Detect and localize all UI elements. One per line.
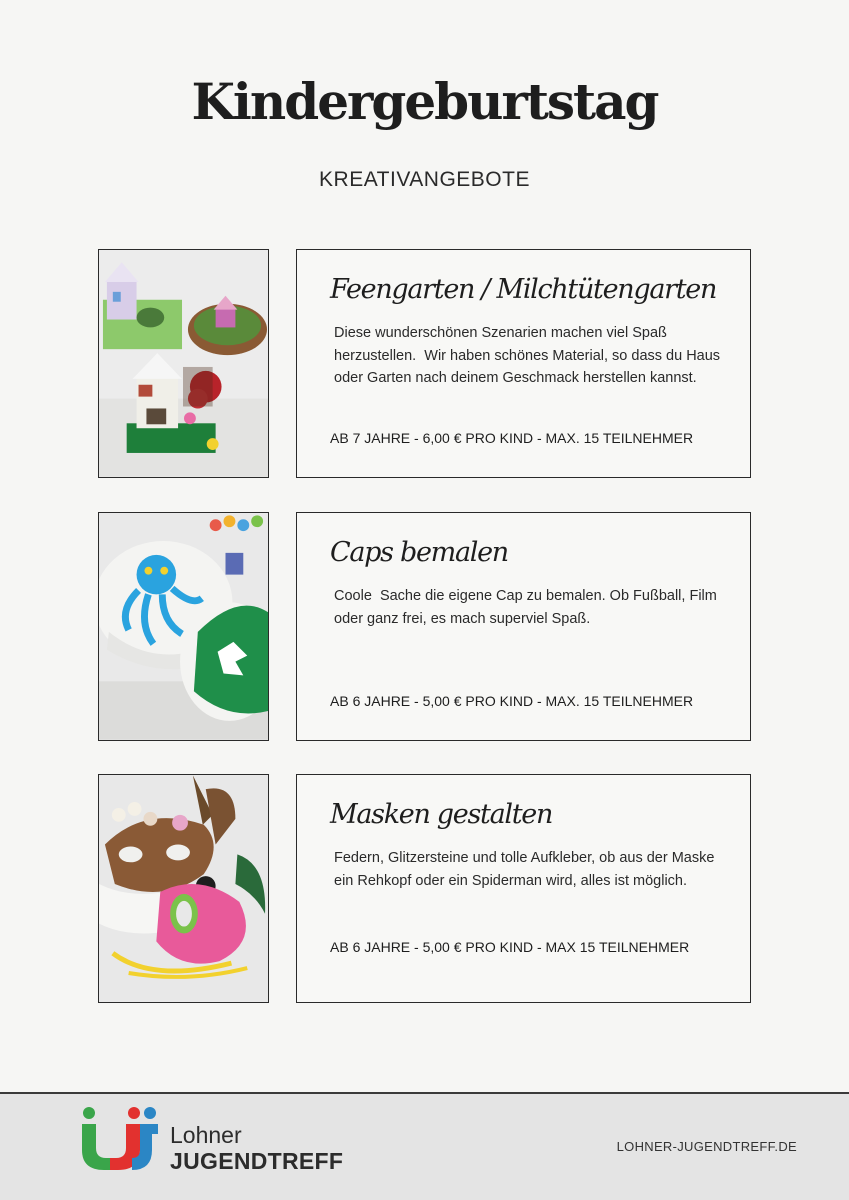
footer (0, 1092, 849, 1200)
offer-card-masks (296, 774, 751, 1003)
offer-title: Caps bemalen (330, 537, 508, 568)
logo-text-top: Lohner (170, 1122, 242, 1148)
jugendtreff-logo-icon (80, 1106, 160, 1172)
offer-title: Feengarten / Milchtütengarten (330, 274, 717, 305)
page-subtitle: KREATIVANGEBOTE (319, 168, 530, 191)
offer-description: Diese wunderschönen Szenarien machen viel Spaß herzustellen. Wir haben schönes Material, so dass du Haus oder Garten nach deinem Geschmack herstellen kannst. (334, 325, 725, 386)
offer-card-caps (296, 512, 751, 741)
logo-text-bottom: JUGENDTREFF (170, 1148, 344, 1174)
website-link[interactable]: LOHNER-JUGENDTREFF.DE (616, 1139, 797, 1154)
caps-photo (98, 512, 269, 741)
offer-title: Masken gestalten (330, 799, 553, 830)
offer-description: Coole Sache die eigene Cap zu bemalen. Ob Fußball, Film oder ganz frei, es mach superviel Spaß. (334, 588, 721, 627)
offer-info: AB 6 JAHRE - 5,00 € PRO KIND - MAX 15 TEILNEHMER (330, 939, 690, 955)
offer-info: AB 7 JAHRE - 6,00 € PRO KIND - MAX. 15 TEILNEHMER (330, 430, 694, 446)
offer-info: AB 6 JAHRE - 5,00 € PRO KIND - MAX. 15 TEILNEHMER (330, 693, 694, 709)
fairy-garden-photo (98, 249, 269, 478)
offer-description: Federn, Glitzersteine und tolle Aufkleber, ob aus der Maske ein Rehkopf oder ein Spiderman wird, alles ist möglich. (334, 850, 719, 889)
page-title: Kindergeburtstag (191, 72, 658, 131)
offer-card-fairy-garden (296, 249, 751, 478)
masks-photo (98, 774, 269, 1003)
